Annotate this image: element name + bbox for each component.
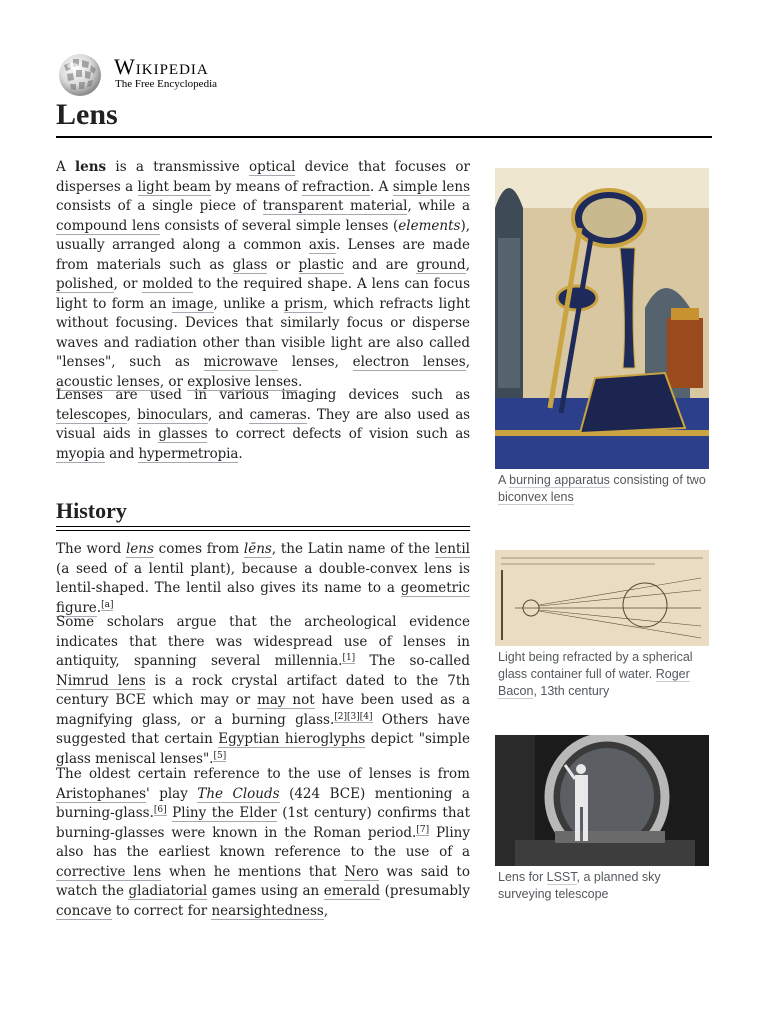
link-nero[interactable]: Nero [344, 863, 379, 880]
wikipedia-globe-icon[interactable] [55, 53, 105, 97]
link-geometric-figure[interactable]: geometric figure [56, 580, 470, 616]
link-egyptian-hieroglyphs[interactable]: Egyptian hieroglyphs [218, 731, 366, 747]
bold-term: lens [75, 159, 107, 175]
link-nimrud-lens[interactable]: Nimrud lens [56, 672, 146, 689]
link-compound-lens[interactable]: compound lens [56, 217, 160, 234]
link-polished[interactable]: polished [56, 276, 114, 292]
link-simple-lens[interactable]: simple lens [392, 178, 471, 195]
link-image[interactable]: image [171, 295, 214, 312]
link-glass[interactable]: glass [232, 256, 268, 273]
figure-refraction-diagram [495, 550, 709, 700]
link-axis[interactable]: axis [308, 237, 336, 253]
link-binoculars[interactable]: binoculars [137, 406, 208, 423]
link-telescopes[interactable]: telescopes [56, 406, 127, 423]
footnote-7[interactable]: [7] [416, 824, 430, 835]
link-molded[interactable]: molded [142, 276, 193, 292]
link-corrective-lens[interactable]: corrective lens [56, 863, 162, 880]
link-pliny-the-elder[interactable]: Pliny the Elder [172, 805, 277, 821]
figure-burning-apparatus [495, 168, 709, 506]
footnote-6[interactable]: [6] [153, 805, 167, 815]
link-nearsightedness[interactable]: nearsightedness [211, 902, 324, 919]
wordmark[interactable]: Wikipedia [114, 54, 209, 79]
link-transparent-material[interactable]: transparent material [262, 198, 408, 214]
link-cameras[interactable]: cameras [249, 406, 307, 423]
history-paragraph-3: The oldest certain reference to the use of lenses is from Aristophanes' play The Clouds (424 BCE) mentioning a burning-glass.[6] Pliny the Elder (1st century) confirms that burning-glasses were known in the Roman period.[7] Pliny also has the earliest known reference to the use of a corrective lens when he mentions that Nero was said to watch the gladiatorial games using an emerald (presumably concave to correct for nearsightedness, [56, 766, 470, 919]
link-microwave[interactable]: microwave [203, 354, 279, 370]
link-gladiatorial[interactable]: gladiatorial [128, 883, 208, 899]
caption-link-roger-bacon[interactable]: Roger Bacon [498, 667, 690, 698]
link-prism[interactable]: prism [284, 295, 324, 312]
link-the-clouds[interactable]: The Clouds [197, 785, 280, 802]
footnote-3[interactable]: [3] [347, 711, 360, 722]
history-paragraph-1: The word lens comes from lēns, the Latin name of the lentil (a seed of a lentil plant), because a double-convex lens is lentil-shaped. The lentil also gives its name to a geometric figure.[a] [56, 541, 470, 616]
intro-paragraph-2: Lenses are used in various imaging devices such as telescopes, binoculars, and cameras. They are also used as visual aids in glasses to correct defects of vision such as myopia and hypermetropia. [56, 387, 470, 462]
link-glasses[interactable]: glasses [158, 426, 208, 442]
link-lentil[interactable]: lentil [434, 541, 470, 557]
intro-paragraph-1: A lens is a transmissive optical device that focuses or disperses a light beam by means of refraction. A simple lens consists of a single piece of transparent material, while a compound lens consists of several simple lenses (elements), usually arranged along a common axis. Lenses are made from materials such as glass or plastic and are ground, polished, or molded to the required shape. A lens can focus light to form an image, unlike a prism, which refracts light without focusing. Devices that similarly focus or disperse waves and radiation other than visible light are also called "lenses", such as microwave lenses, electron lenses, acoustic lenses, or explosive lenses. [56, 159, 471, 390]
link-lens-word[interactable]: lens [125, 541, 154, 557]
link-acoustic-lenses[interactable]: acoustic lenses [56, 373, 160, 390]
footnote-1[interactable]: [1] [342, 653, 356, 663]
link-ground[interactable]: ground [416, 256, 466, 273]
caption-link-biconvex-lens[interactable]: biconvex lens [498, 490, 574, 504]
link-myopia[interactable]: myopia [56, 445, 105, 462]
link-light-beam[interactable]: light beam [137, 178, 211, 195]
link-hypermetropia[interactable]: hypermetropia [138, 445, 239, 462]
link-refraction[interactable]: refraction [301, 178, 371, 195]
intro-section [56, 158, 470, 392]
history-heading: History [56, 498, 127, 523]
footnote-5[interactable]: [5] [213, 750, 227, 761]
link-concave[interactable]: concave [56, 902, 112, 919]
footnote-4[interactable]: [4] [359, 711, 373, 722]
figure-caption: Lens for LSST, a planned sky surveying telescope [498, 870, 661, 901]
link-lens-latin[interactable]: lēns [243, 541, 272, 557]
link-electron-lenses[interactable]: electron lenses [352, 354, 466, 370]
title-divider [56, 136, 712, 138]
footnote-a[interactable]: [a] [101, 599, 114, 610]
footnote-2[interactable]: [2] [334, 711, 348, 722]
caption-link-lsst[interactable]: LSST [546, 870, 577, 884]
link-explosive-lenses[interactable]: explosive lenses [187, 373, 298, 390]
burning-apparatus-image[interactable] [495, 168, 709, 469]
page-title: Lens [56, 98, 118, 131]
link-emerald[interactable]: emerald [323, 883, 381, 899]
refraction-diagram-image[interactable] [495, 550, 709, 646]
link-optical[interactable]: optical [248, 159, 296, 175]
history-paragraph-2: Some scholars argue that the archeological evidence indicates that there was widespread use of lenses in antiquity, spanning several millennia.[1] The so-called Nimrud lens is a rock crystal artifact dated to the 7th century BCE which may or may not have been used as a magnifying glass, or a burning glass.[2][3][4] Others have suggested that certain Egyptian hieroglyphs depict "simple glass meniscal lenses".[5] [56, 614, 471, 767]
caption-link-burning-apparatus[interactable]: burning apparatus [509, 473, 610, 487]
figure-caption: A burning apparatus consisting of two biconvex lens [498, 473, 706, 504]
tagline: The Free Encyclopedia [115, 78, 218, 90]
figure-lsst-lens [495, 735, 709, 903]
lsst-lens-image[interactable] [495, 735, 709, 866]
history-divider [56, 526, 470, 531]
link-may-not[interactable]: may not [257, 692, 315, 708]
link-plastic[interactable]: plastic [298, 256, 344, 273]
link-aristophanes[interactable]: Aristophanes [56, 785, 146, 802]
figure-caption: Light being refracted by a spherical glass container full of water. Roger Bacon, 13th century [498, 650, 693, 698]
